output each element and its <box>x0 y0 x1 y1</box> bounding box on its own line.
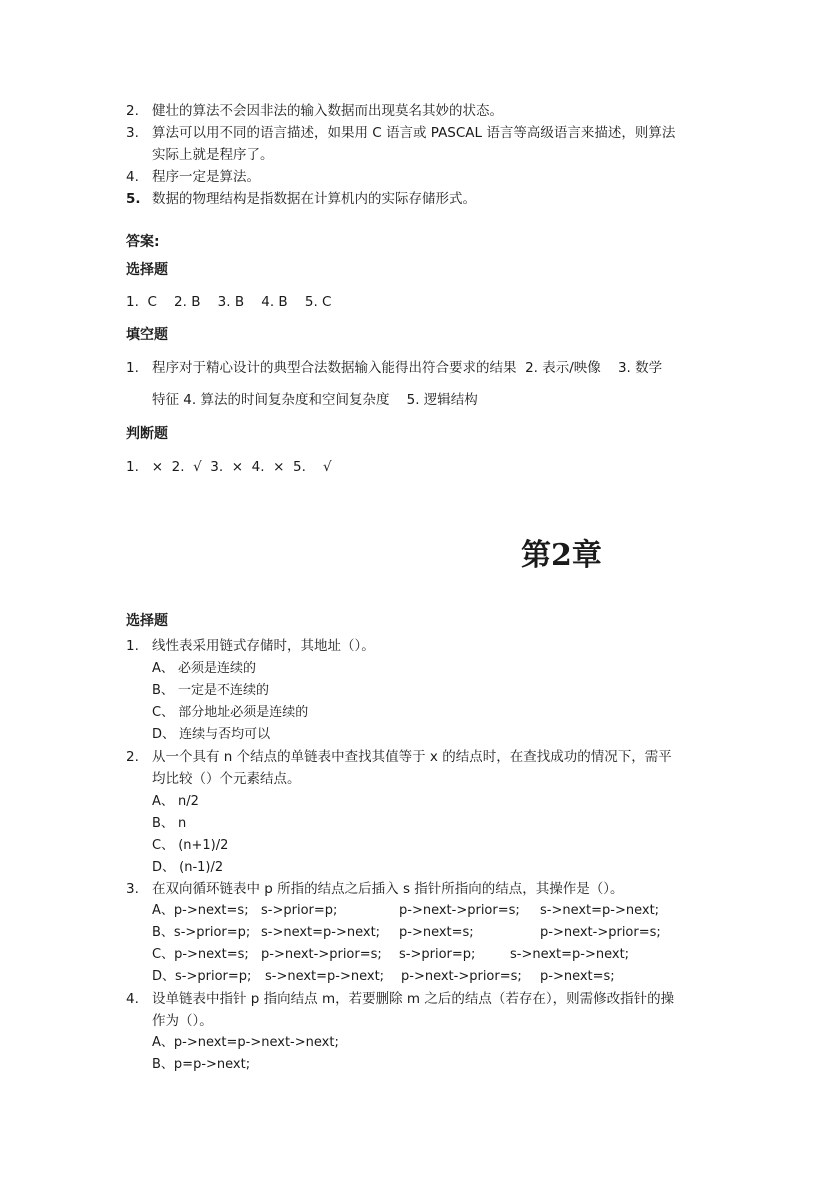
option-cell: s->prior=p; <box>399 947 476 962</box>
option: C、 (n+1)/2 <box>152 838 229 853</box>
option-cell: p->next->prior=s; <box>401 969 522 984</box>
question-text: 数据的物理结构是指数据在计算机内的实际存储形式。 <box>152 191 476 207</box>
question-text: 在双向循环链表中 p 所指的结点之后插入 s 指针所指向的结点，其操作是（）。 <box>152 881 624 897</box>
question-text: 设单链表中指针 p 指向结点 m，若要删除 m 之后的结点（若存在），则需修改指针的操 <box>152 991 675 1007</box>
choice-answers: 1. C 2. B 3. B 4. B 5. C <box>126 294 332 310</box>
question-number: 4. <box>126 991 139 1007</box>
judge-answers: 1. × 2. √ 3. × 4. × 5. √ <box>126 459 332 475</box>
option-cell: p->next->prior=s; <box>261 947 382 962</box>
fill-answers-line: 特征 4. 算法的时间复杂度和空间复杂度 5. 逻辑结构 <box>152 392 478 408</box>
question-number: 1. <box>126 638 139 654</box>
question-number: 4. <box>126 169 139 185</box>
option-cell: p->next->prior=s; <box>540 925 661 940</box>
question-text-continued: 实际上就是程序了。 <box>152 147 274 163</box>
option-cell: D、s->prior=p; <box>152 969 252 984</box>
option: B、 一定是不连续的 <box>152 683 270 698</box>
option-cell: s->next=p->next; <box>510 947 630 962</box>
question-text: 从一个具有 n 个结点的单链表中查找其值等于 x 的结点时，在查找成功的情况下，需平 <box>152 749 672 765</box>
question-number: 2. <box>126 103 139 119</box>
question-text: 线性表采用链式存储时，其地址（）。 <box>152 638 375 654</box>
option: D、 (n-1)/2 <box>152 860 224 875</box>
option-cell: s->next=p->next; <box>261 925 381 940</box>
question-number: 3. <box>126 881 139 897</box>
option: B、p=p->next; <box>152 1057 251 1072</box>
question-number: 5. <box>126 191 141 207</box>
question-text-continued: 均比较（）个元素结点。 <box>152 771 301 787</box>
option-cell: B、s->prior=p; <box>152 925 251 940</box>
option-cell: p->next=s; <box>399 925 474 940</box>
option-cell: p->next=s; <box>540 969 615 984</box>
question-text: 程序一定是算法。 <box>152 169 260 185</box>
fill-number: 1. <box>126 360 139 376</box>
question-text: 健壮的算法不会因非法的输入数据而出现莫名其妙的状态。 <box>152 103 503 119</box>
option: A、p->next=p->next->next; <box>152 1035 339 1050</box>
option: C、 部分地址必须是连续的 <box>152 705 309 720</box>
judge-heading: 判断题 <box>126 426 168 442</box>
option: A、 n/2 <box>152 794 199 809</box>
question-text-continued: 作为（）。 <box>152 1013 213 1029</box>
option: A、 必须是连续的 <box>152 661 257 676</box>
option-cell: s->next=p->next; <box>540 903 660 918</box>
choice-heading: 选择题 <box>126 262 168 278</box>
section-heading: 选择题 <box>126 613 168 629</box>
answers-title: 答案: <box>126 234 160 250</box>
question-number: 2. <box>126 749 139 765</box>
option: B、 n <box>152 816 187 831</box>
fill-heading: 填空题 <box>126 327 168 343</box>
option-cell: C、p->next=s; <box>152 947 249 962</box>
option: D、 连续与否均可以 <box>152 727 271 742</box>
option-cell: p->next->prior=s; <box>399 903 520 918</box>
fill-answers-line: 程序对于精心设计的典型合法数据输入能得出符合要求的结果 2. 表示/映像 3. 数学 <box>152 360 663 376</box>
question-number: 3. <box>126 125 139 141</box>
question-text: 算法可以用不同的语言描述，如果用 C 语言或 PASCAL 语言等高级语言来描述，则算法 <box>152 125 676 141</box>
chapter-title: 第2章 <box>521 538 602 573</box>
option-cell: s->next=p->next; <box>265 969 385 984</box>
option-cell: A、p->next=s; <box>152 903 249 918</box>
option-cell: s->prior=p; <box>261 903 338 918</box>
